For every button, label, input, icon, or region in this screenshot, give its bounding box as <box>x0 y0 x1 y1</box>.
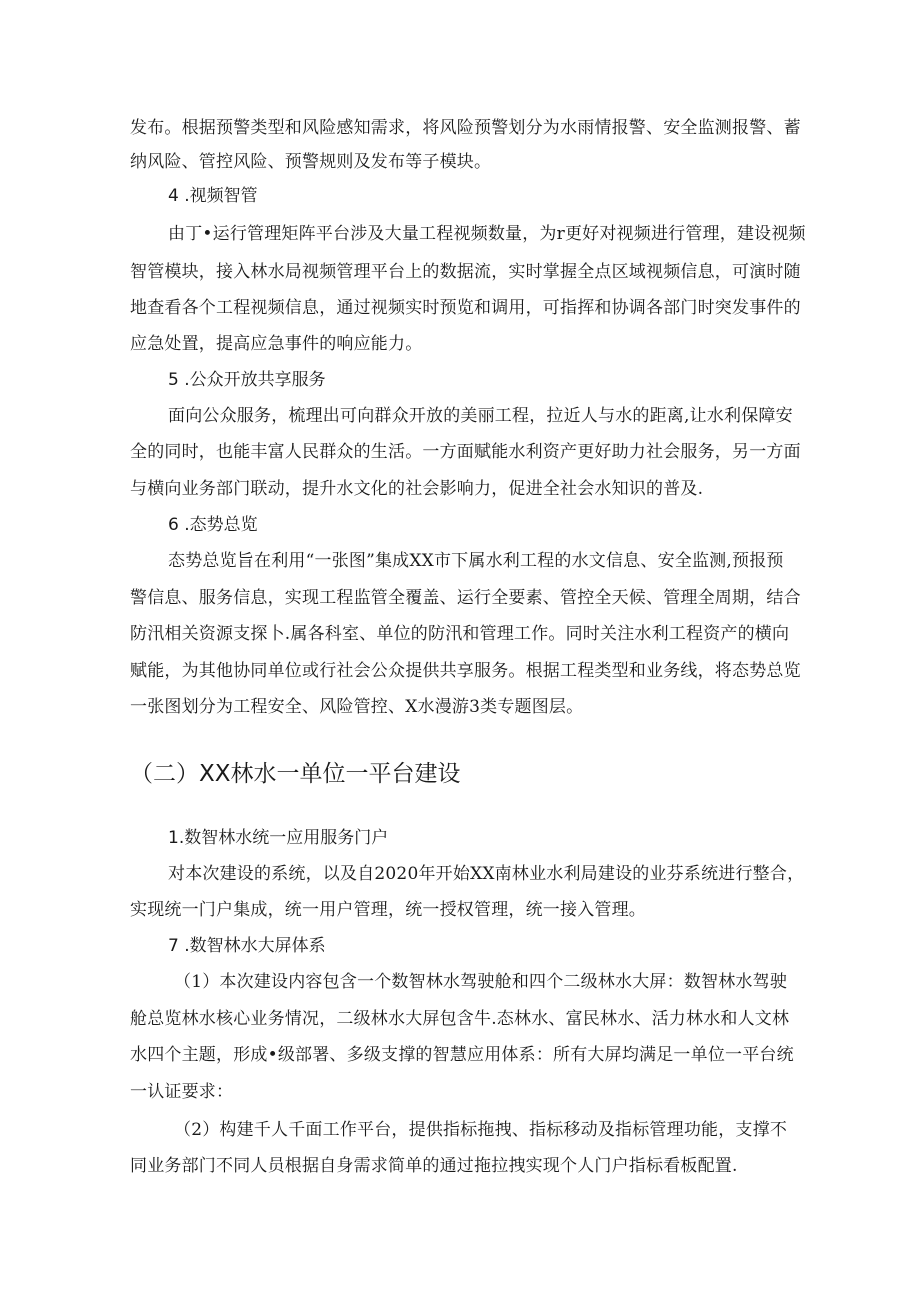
paragraph-line: 纳风险、管控风险、预警规则及发布等子模块。 <box>130 152 492 172</box>
paragraph-line: 发布。根据预警类型和风险感知需求，将风险预警划分为水雨情报警、安全监测报警、蓄 <box>130 118 801 138</box>
paragraph-line: 水四个主题，形成•级部署、多级支撑的智慧应用体系：所有大屏均满足一单位一平台统 <box>130 1045 794 1065</box>
paragraph-line: 对本次建设的系统，以及自2020年开始XX南林业水利局建设的业芬系统进行整合， <box>168 864 805 884</box>
paragraph-line: 应急处置，提高应急事件的响应能力。 <box>130 334 423 354</box>
paragraph-line: 与横向业务部门联动，提升水文化的社会影响力，促进全社会水知识的普及. <box>130 479 704 499</box>
paragraph-line: 舱总览林水核心业务情况，二级林水大屏包含牛.态林水、富民林水、活力林水和人文林 <box>130 1009 790 1029</box>
paragraph-line: 同业务部门不同人员根据自身需求简单的通过拖拉拽实现个人门户指标看板配置. <box>130 1156 738 1176</box>
item-heading-situation-overview: 6 .态势总览 <box>168 515 258 535</box>
paragraph-line: 防汛相关资源支探卜.属各科室、单位的防汛和管理工作。同时关注水利工程资产的横向 <box>130 624 790 644</box>
item-heading-public-sharing: 5 .公众开放共享服务 <box>168 370 326 390</box>
paragraph-line: 由丁•运行管理矩阵平台涉及大量工程视频数量，为r更好对视频进行管理，建设视频 <box>168 224 806 244</box>
paragraph-line: 警信息、服务信息，实现工程监管全覆盖、运行全要素、管控全天候、管理全周期，结合 <box>130 588 801 608</box>
item-heading-video-management: 4 .视频智管 <box>168 186 258 206</box>
paragraph-line: 面向公众服务，梳理出可向群众开放的美丽工程，拉近人与水的距离,让水利保障安 <box>168 406 793 426</box>
paragraph-line: （2）构建千人千面工作平台，提供指标拖拽、指标移动及指标管理功能，支撑不 <box>174 1120 788 1140</box>
paragraph-line: 赋能，为其他协同单位或行社会公众提供共享服务。根据工程类型和业务线，将态势总览 <box>130 661 801 681</box>
section-heading: （二）XX林水一单位一平台建设 <box>130 761 461 787</box>
paragraph-line: （1）本次建设内容包含一个数智林水驾驶舱和四个二级林水大屏：数智林水驾驶 <box>174 972 788 992</box>
paragraph-line: 一认证要求： <box>130 1082 234 1102</box>
paragraph-line: 地查看各个工程视频信息，通过视频实时预览和调用，可指挥和协调各部门时突发事件的 <box>130 298 801 318</box>
paragraph-line: 实现统一门户集成，统一用户管理，统一授权管理，统一接入管理。 <box>130 900 646 920</box>
paragraph-line: 态势总览旨在利用“一张图”集成XX市下属水利工程的水文信息、安全监测,预报预 <box>168 551 784 571</box>
item-heading-big-screen-system: 7 .数智林水大屏体系 <box>168 936 326 956</box>
paragraph-line: 全的同时，也能丰富人民群众的生活。一方面赋能水利资产更好助力社会服务，另一方面 <box>130 442 801 462</box>
item-heading-service-portal: 1.数智林水统一应用服务门户 <box>168 828 389 848</box>
paragraph-line: 一张图划分为工程安全、风险管控、X水漫游3类专题图层。 <box>130 697 584 717</box>
paragraph-line: 智管模块，接入林水局视频管理平台上的数据流，实时掌握全点区域视频信息，可演时随 <box>130 262 801 282</box>
